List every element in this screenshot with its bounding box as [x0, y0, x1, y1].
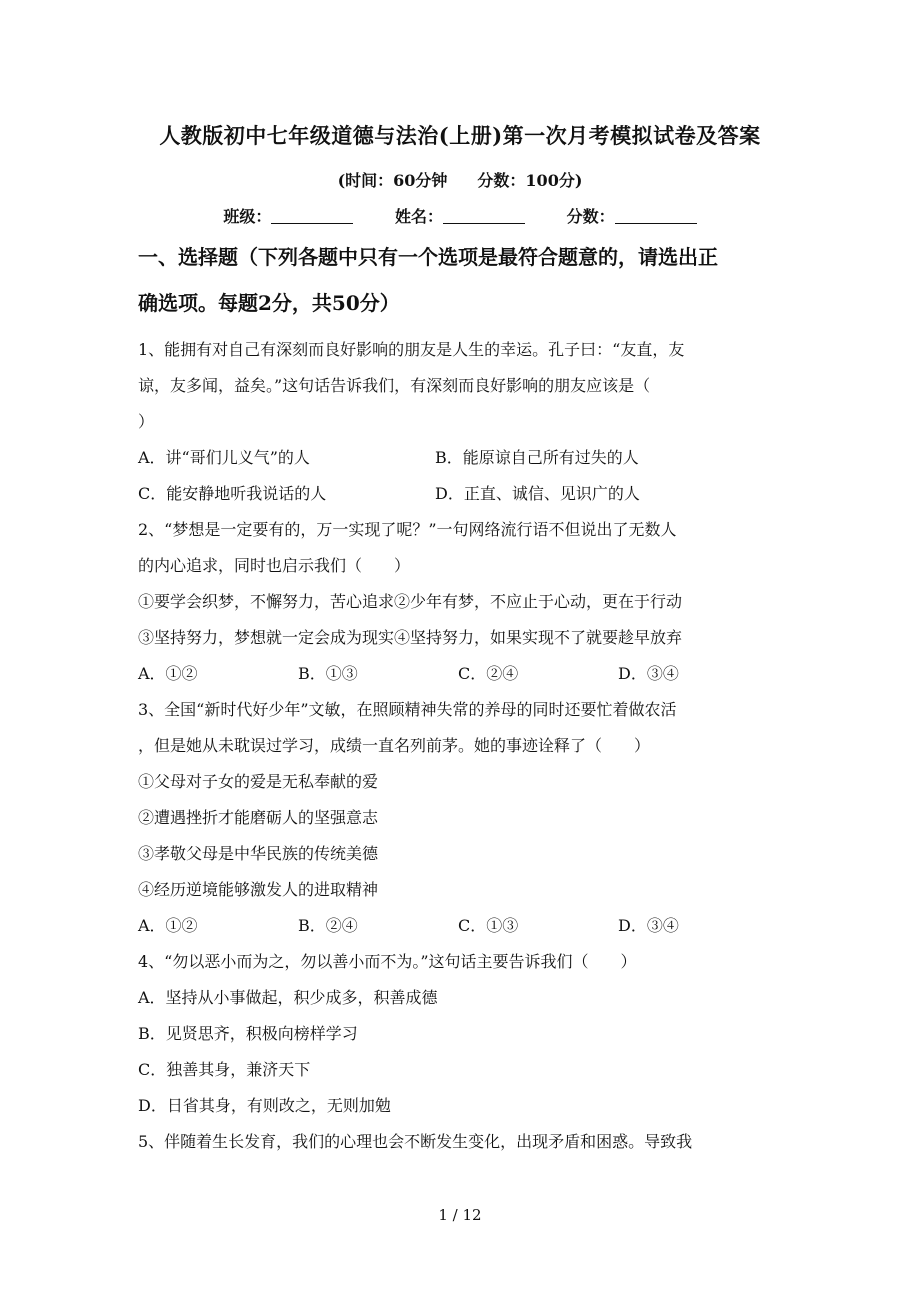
q1-options-row1 [138, 446, 788, 470]
q4-option-d: D．日省其身，有则改之，无则加勉 [138, 1096, 391, 1115]
score-info: 分数：100分) [477, 171, 583, 190]
time-info: (时间：60分钟 [337, 171, 448, 190]
q4-option-c: C．独善其身，兼济天下 [138, 1060, 311, 1079]
q2-stem-line2: 的内心追求，同时也启示我们（ ） [138, 556, 411, 575]
q4-stem-line1: 4、“勿以恶小而为之，勿以善小而不为。”这句话主要告诉我们（ ） [138, 952, 637, 971]
q3-statement-2: ②遭遇挫折才能磨砺人的坚强意志 [138, 808, 379, 827]
student-info-row [0, 204, 920, 227]
section-heading-line2: 确选项。每题2分，共50分） [138, 291, 400, 315]
class-blank[interactable] [271, 207, 353, 224]
q4-option-a: A．坚持从小事做起，积少成多，积善成德 [138, 988, 438, 1007]
class-label: 班级： [223, 207, 272, 226]
q2-statements-line2: ③坚持努力，梦想就一定会成为现实④坚持努力，如果实现不了就要趁早放弃 [138, 628, 683, 647]
q3-option-d: D．③④ [618, 916, 679, 935]
q3-option-c: C．①③ [458, 916, 519, 935]
q2-option-d: D．③④ [618, 664, 679, 683]
q3-options-row [138, 914, 788, 938]
q5-stem-line1: 5、伴随着生长发育，我们的心理也会不断发生变化，出现矛盾和困惑。导致我 [138, 1132, 693, 1151]
q3-statement-1: ①父母对子女的爱是无私奉献的爱 [138, 772, 379, 791]
exam-title: 人教版初中七年级道德与法治(上册)第一次月考模拟试卷及答案 [159, 123, 761, 148]
q2-stem-line1: 2、“梦想是一定要有的，万一实现了呢？”一句网络流行语不但说出了无数人 [138, 520, 677, 539]
q1-stem-line2: 谅，友多闻，益矣。”这句话告诉我们，有深刻而良好影响的朋友应该是（ [138, 376, 651, 395]
q1-option-b: B．能原谅自己所有过失的人 [435, 448, 639, 467]
q3-stem-line1: 3、全国“新时代好少年”文敏，在照顾精神失常的养母的同时还要忙着做农活 [138, 700, 677, 719]
q1-stem-line3: ） [138, 412, 155, 431]
q3-statement-3: ③孝敬父母是中华民族的传统美德 [138, 844, 379, 863]
q3-option-b: B．②④ [298, 916, 358, 935]
q1-options-row2 [138, 482, 788, 506]
q1-option-d: D．正直、诚信、见识广的人 [435, 484, 640, 503]
q2-option-b: B．①③ [298, 664, 358, 683]
points-label: 分数： [566, 207, 615, 226]
points-blank[interactable] [615, 207, 697, 224]
class-field [223, 204, 353, 227]
q1-stem-line1: 1、能拥有对自己有深刻而良好影响的朋友是人生的幸运。孔子曰：“友直，友 [138, 340, 685, 359]
q3-option-a: A．①② [138, 916, 198, 935]
q2-options-row [138, 662, 788, 686]
name-blank[interactable] [443, 207, 525, 224]
name-field [395, 204, 525, 227]
name-label: 姓名： [394, 207, 443, 226]
q1-option-c: C．能安静地听我说话的人 [138, 484, 327, 503]
section-heading-line1: 一、选择题（下列各题中只有一个选项是最符合题意的，请选出正 [138, 245, 718, 269]
page-number: 1 / 12 [438, 1206, 482, 1224]
q2-option-c: C．②④ [458, 664, 519, 683]
exam-subtitle [0, 168, 920, 191]
points-field [567, 204, 697, 227]
q3-statement-4: ④经历逆境能够激发人的进取精神 [138, 880, 379, 899]
q2-option-a: A．①② [138, 664, 198, 683]
q4-option-b: B．见贤思齐，积极向榜样学习 [138, 1024, 358, 1043]
q1-option-a: A．讲“哥们儿义气”的人 [138, 448, 310, 467]
q3-stem-line2: ，但是她从未耽误过学习，成绩一直名列前茅。她的事迹诠释了（ ） [138, 736, 651, 755]
q2-statements-line1: ①要学会织梦，不懈努力，苦心追求②少年有梦，不应止于心动，更在于行动 [138, 592, 683, 611]
